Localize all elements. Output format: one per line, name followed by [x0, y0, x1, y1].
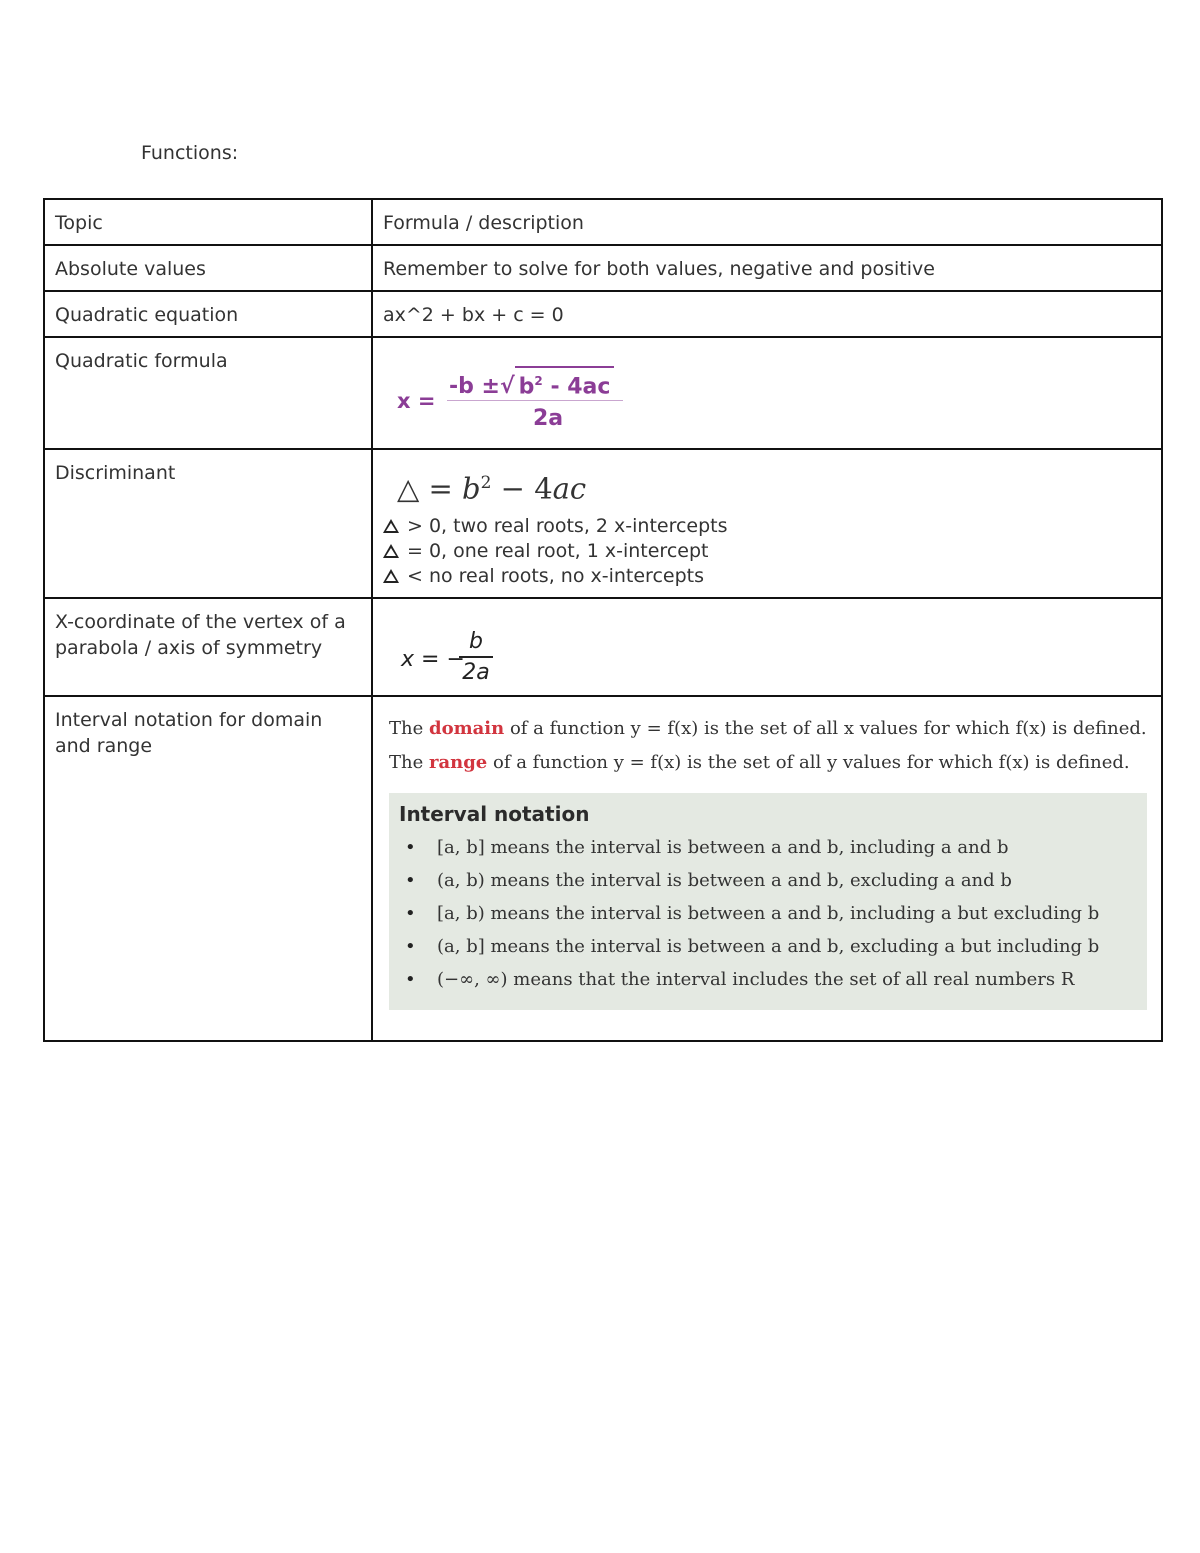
range-definition [389, 751, 1151, 775]
formula-cell [372, 449, 1162, 598]
radicand [515, 366, 615, 400]
topic-cell: Interval notation for domain and range [44, 696, 372, 1041]
interval-notation-box [389, 793, 1147, 1010]
formula-cell: Remember to solve for both values, negative and positive [372, 245, 1162, 291]
formula-cell [372, 598, 1162, 696]
functions-table [43, 198, 1163, 1042]
triangle-icon [383, 544, 399, 558]
vertex-formula [383, 609, 1151, 687]
list-item: • (−∞, ∞) means that the interval includes the set of all real numbers R [399, 963, 1137, 996]
page-title: Functions: [141, 142, 239, 164]
domain-range-definitions [383, 717, 1151, 775]
table-row [44, 245, 1162, 291]
formula-lhs: x = [397, 389, 436, 413]
table-row [44, 696, 1162, 1041]
radicand-rest: - 4ac [542, 374, 611, 400]
fraction-numerator: b [469, 629, 483, 654]
list-item: • [a, b) means the interval is between a and b, including a but excluding b [399, 897, 1137, 930]
fraction-bar [459, 656, 493, 658]
list-item: • (a, b] means the interval is between a and b, excluding a but including b [399, 930, 1137, 963]
domain-keyword: domain [428, 718, 505, 739]
fraction [459, 629, 493, 686]
quadratic-formula [383, 348, 1151, 440]
table-row [44, 449, 1162, 598]
fraction-denominator: 2a [462, 660, 490, 685]
discriminant-equation [383, 460, 1151, 514]
formula-cell: ax^2 + bx + c = 0 [372, 291, 1162, 337]
box-title: Interval notation [399, 802, 590, 826]
radicand-b: b [518, 374, 535, 400]
definition-pre: The [389, 752, 429, 773]
interval-list [399, 831, 1137, 996]
equation-exponent: 2 [480, 473, 492, 493]
definition-pre: The [389, 718, 429, 739]
domain-definition [389, 717, 1151, 741]
formula-denominator: 2a [533, 406, 564, 431]
fraction-bar [447, 400, 623, 401]
equation-b: b [462, 471, 481, 506]
table-header-row [44, 199, 1162, 245]
radicand-exponent: 2 [534, 374, 543, 388]
formula-cell [372, 696, 1162, 1041]
topic-cell: Absolute values [44, 245, 372, 291]
formula-cell [372, 337, 1162, 449]
topic-cell: Quadratic formula [44, 337, 372, 449]
range-keyword: range [428, 752, 488, 773]
triangle-icon [383, 519, 399, 533]
definition-post: of a function y = f(x) is the set of all x values for which f(x) is defined. [504, 718, 1147, 739]
discriminant-case [383, 564, 1151, 589]
topic-cell: X-coordinate of the vertex of a parabola / axis of symmetry [44, 598, 372, 696]
formula-numerator [449, 366, 614, 400]
discriminant-case [383, 539, 1151, 564]
list-item: • (a, b) means the interval is between a and b, excluding a and b [399, 864, 1137, 897]
triangle-icon [383, 569, 399, 583]
numerator-left: -b ± [449, 374, 500, 400]
table-row [44, 598, 1162, 696]
header-formula: Formula / description [372, 199, 1162, 245]
topic-cell: Discriminant [44, 449, 372, 598]
case-text: < no real roots, no x-intercepts [407, 565, 704, 587]
case-text: = 0, one real root, 1 x-intercept [407, 540, 709, 562]
equation-rest: − 4 [491, 471, 553, 506]
header-topic: Topic [44, 199, 372, 245]
table-row [44, 291, 1162, 337]
formula-lhs: x = − [401, 647, 465, 672]
list-item: • [a, b] means the interval is between a and b, including a and b [399, 831, 1137, 864]
table-row [44, 337, 1162, 449]
equation-ac: ac [552, 471, 587, 506]
discriminant-case [383, 514, 1151, 539]
case-text: > 0, two real roots, 2 x-intercepts [407, 515, 728, 537]
topic-cell: Quadratic equation [44, 291, 372, 337]
definition-post: of a function y = f(x) is the set of all y values for which f(x) is defined. [487, 752, 1130, 773]
sqrt-icon: √ [499, 374, 515, 400]
equation-lhs: △ = [397, 471, 463, 506]
